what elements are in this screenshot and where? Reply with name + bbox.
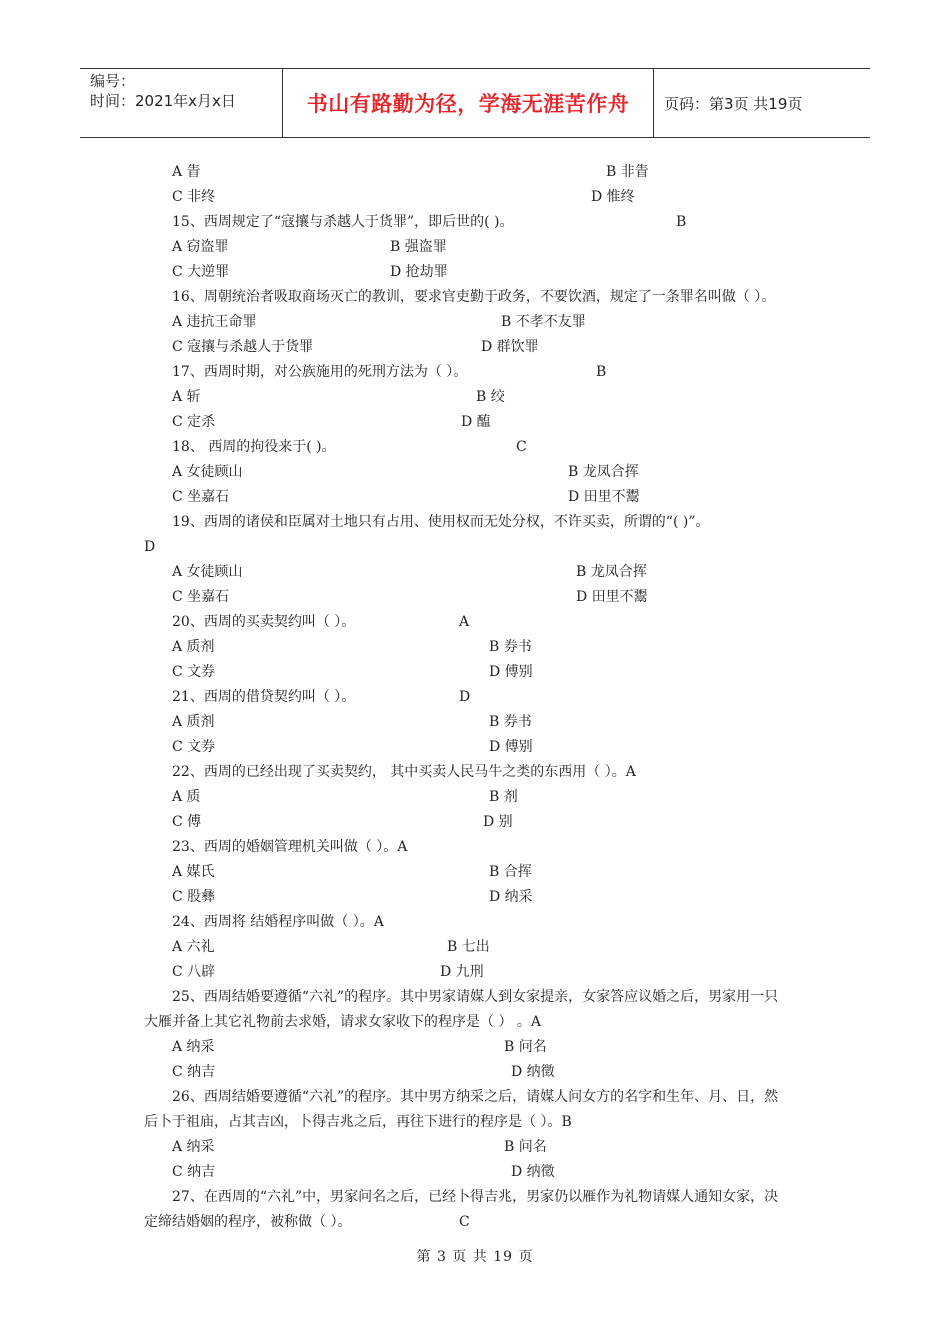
option-line: C 定杀: [172, 414, 216, 430]
option-line: D 醢: [461, 414, 491, 430]
option-line: D 九刑: [440, 964, 484, 980]
option-line: D 纳徵: [511, 1164, 555, 1180]
page-info: 页码：第3页 共19页: [664, 94, 803, 113]
answer-key: B: [676, 214, 687, 230]
option-line: C 文券: [172, 664, 216, 680]
option-line: C 非终: [172, 189, 216, 205]
question-line: 19、西周的诸侯和臣属对土地只有占用、使用权而无处分权，不许买卖，所谓的“( )”。: [172, 514, 710, 530]
option-line: D 抢劫罪: [390, 264, 448, 280]
question-line: 20、西周的买卖契约叫（ ）。: [172, 614, 356, 630]
option-line: C 寇攘与杀越人于货罪: [172, 339, 314, 355]
question-line: 26、西周结婚要遵循“六礼”的程序。其中男方纳采之后，请媒人问女方的名字和生年、月、日，然: [172, 1089, 779, 1105]
option-line: B 强盗罪: [390, 239, 447, 255]
option-line: A 窃盗罪: [172, 239, 229, 255]
option-line: D 别: [483, 814, 513, 830]
document-date: 时间：2021年x月x日: [90, 92, 236, 110]
answer-key: D: [144, 539, 156, 555]
option-line: A 质: [172, 789, 201, 805]
option-line: D 纳徵: [511, 1064, 555, 1080]
option-line: D 田里不鬻: [576, 589, 648, 605]
option-line: A 眚: [172, 164, 201, 180]
question-line: 21、西周的借贷契约叫（ ）。: [172, 689, 356, 705]
question-line: 后卜于祖庙，占其吉凶，卜得吉兆之后，再往下进行的程序是（ ）。B: [144, 1114, 572, 1130]
option-line: B 不孝不友罪: [501, 314, 586, 330]
question-line: 16、周朝统治者吸取商场灭亡的教训，要求官吏勤于政务，不要饮酒，规定了一条罪名叫做（ ）。: [172, 289, 776, 305]
answer-key: B: [596, 364, 607, 380]
option-line: B 非眚: [606, 164, 649, 180]
option-line: B 龙凤合挥: [568, 464, 639, 480]
document-number-label: 编号：: [90, 72, 136, 90]
question-line: 15、西周规定了“寇攘与杀越人于货罪”，即后世的( )。: [172, 214, 514, 230]
question-line: 27、在西周的“六礼”中，男家问名之后，已经卜得吉兆，男家仍以雁作为礼物请媒人通知女家，决: [172, 1189, 779, 1205]
option-line: A 违抗王命罪: [172, 314, 257, 330]
question-line: 25、西周结婚要遵循“六礼”的程序。其中男家请媒人到女家提亲，女家答应议婚之后，男家用一只: [172, 989, 779, 1005]
answer-key: C: [459, 1214, 470, 1230]
option-line: A 六礼: [172, 939, 215, 955]
option-line: C 文券: [172, 739, 216, 755]
option-line: B 剂: [489, 789, 518, 805]
option-line: B 券书: [489, 639, 532, 655]
option-line: B 合挥: [489, 864, 532, 880]
option-line: B 问名: [504, 1039, 547, 1055]
option-line: C 坐嘉石: [172, 489, 230, 505]
option-line: B 券书: [489, 714, 532, 730]
option-line: D 田里不鬻: [568, 489, 640, 505]
answer-key: C: [516, 439, 527, 455]
motto: 书山有路勤为径，学海无涯苦作舟: [306, 92, 630, 116]
option-line: B 问名: [504, 1139, 547, 1155]
option-line: A 质剂: [172, 639, 215, 655]
option-line: B 龙凤合挥: [576, 564, 647, 580]
option-line: B 绞: [476, 389, 505, 405]
question-line: 大雁并备上其它礼物前去求婚，请求女家收下的程序是（ ） 。A: [144, 1014, 542, 1030]
option-line: A 女徒顾山: [172, 564, 243, 580]
option-line: A 斩: [172, 389, 201, 405]
question-line: 定缔结婚姻的程序，被称做（ ）。: [144, 1214, 352, 1230]
option-line: A 媒氏: [172, 864, 215, 880]
question-line: 18、 西周的拘役来于( )。: [172, 439, 336, 455]
question-line: 23、西周的婚姻管理机关叫做（ ）。A: [172, 839, 408, 855]
option-line: A 纳采: [172, 1139, 215, 1155]
option-line: C 傅: [172, 814, 202, 830]
option-line: B 七出: [447, 939, 490, 955]
answer-key: A: [459, 614, 470, 630]
option-line: D 群饮罪: [481, 339, 539, 355]
option-line: C 股彝: [172, 889, 216, 905]
option-line: C 纳吉: [172, 1064, 216, 1080]
page-footer: 第 3 页 共 19 页: [416, 1249, 534, 1265]
question-line: 24、西周将 结婚程序叫做（ ）。A: [172, 914, 384, 930]
answer-key: D: [459, 689, 471, 705]
option-line: C 大逆罪: [172, 264, 230, 280]
option-line: D 纳采: [489, 889, 533, 905]
question-line: 22、西周的已经出现了买卖契约， 其中买卖人民马牛之类的东西用（ ）。A: [172, 764, 636, 780]
option-line: C 坐嘉石: [172, 589, 230, 605]
option-line: A 纳采: [172, 1039, 215, 1055]
option-line: D 傅别: [489, 664, 533, 680]
question-line: 17、西周时期，对公族施用的死刑方法为（ ）。: [172, 364, 468, 380]
option-line: D 惟终: [591, 189, 635, 205]
option-line: A 质剂: [172, 714, 215, 730]
option-line: D 傅别: [489, 739, 533, 755]
option-line: A 女徒顾山: [172, 464, 243, 480]
option-line: C 纳吉: [172, 1164, 216, 1180]
option-line: C 八辟: [172, 964, 216, 980]
